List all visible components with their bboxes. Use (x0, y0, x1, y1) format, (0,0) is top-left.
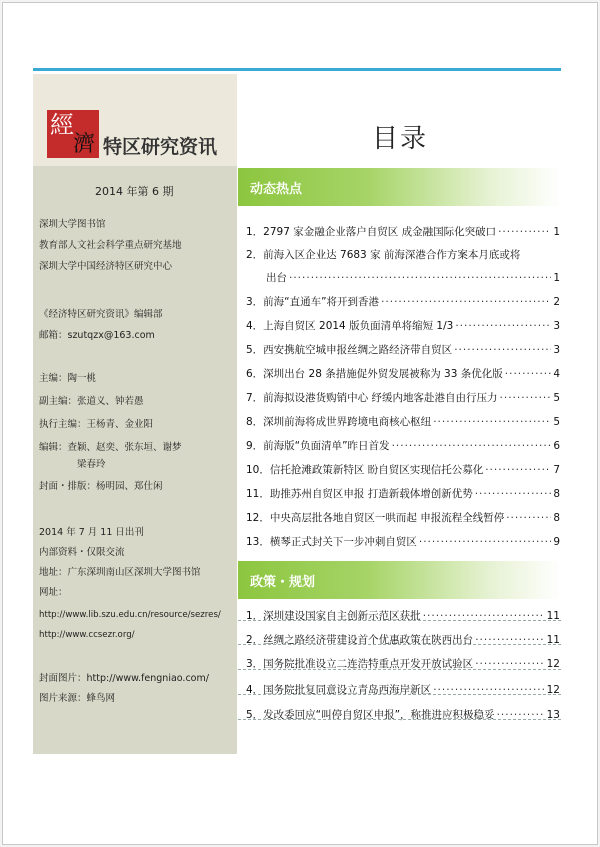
top-accent-line (33, 68, 561, 71)
toc-entry[interactable]: 10．信托抢滩政策新特区 盼自贸区实现信托公募化 ····· 7 (246, 462, 560, 477)
toc-entry[interactable]: 4．上海自贸区 2014 版负面清单将缩短 1/3 ····· 3 (246, 318, 560, 333)
toc-entry[interactable]: 2．前海入区企业达 7683 家 前海深港合作方案本月底或将 (246, 249, 521, 261)
toc-entry[interactable]: 2．丝绸之路经济带建设首个优惠政策在陕西出台 ····· 11 (246, 632, 560, 647)
logo-char-2: 濟 (72, 132, 95, 157)
toc-entry[interactable]: 3．国务院批准设立二连浩特重点开发开放试验区 ····· 12 (246, 656, 560, 671)
toc-entry[interactable]: 5．西安携航空城申报丝绸之路经济带自贸区 ····· 3 (246, 342, 560, 357)
toc-entry-cont[interactable]: 出台 ····· 1 (246, 270, 560, 285)
dashed-separator (238, 694, 561, 695)
internal-note: 内部资料・仅限交流 (39, 547, 125, 558)
publisher-line: 深圳大学图书馆 (39, 219, 106, 230)
sidebar-header (33, 74, 237, 166)
layout-credit: 封面・排版：杨明园、郑仕闲 (39, 481, 163, 492)
toc-entry[interactable]: 9．前海版“负面清单”昨日首发 ····· 6 (246, 438, 560, 453)
email: 邮箱：szutqzx@163.com (39, 330, 155, 341)
publication-name: 特区研究资讯 (103, 136, 218, 158)
dashed-separator (238, 719, 561, 720)
toc-entry[interactable]: 6．深圳出台 28 条措施促外贸发展被称为 33 条优化版 ····· 4 (246, 366, 560, 381)
website-label: 网址： (39, 587, 68, 598)
deputy-editor: 副主编：张道义、钟若愚 (39, 396, 144, 407)
section-title: 政策・规划 (250, 575, 316, 590)
toc-entry[interactable]: 4．国务院批复同意设立青岛西海岸新区 ····· 12 (246, 682, 560, 697)
publish-date: 2014 年 7 月 11 日出刊 (39, 527, 144, 538)
section-header-news (238, 168, 561, 206)
website-link[interactable]: http://www.ccsezr.org/ (39, 630, 135, 640)
toc-entry[interactable]: 7．前海拟设港货购销中心 纾缓内地客赴港自由行压力 ····· 5 (246, 390, 560, 405)
section-header-policy (238, 561, 561, 599)
toc-entry[interactable]: 8．深圳前海将成世界跨境电商核心枢纽 ····· 5 (246, 414, 560, 429)
toc-entry[interactable]: 11．助推苏州自贸区申报 打造新载体增创新优势 ····· 8 (246, 486, 560, 501)
dashed-separator (238, 669, 561, 670)
image-source: 图片来源：蜂鸟网 (39, 693, 116, 704)
toc-entry[interactable]: 3．前海“直通车”将开到香港 ····· 2 (246, 294, 560, 309)
editors: 编辑：查颖、赵奕、张东垣、谢梦 (39, 442, 182, 453)
page-title: 目录 (372, 124, 429, 154)
chief-editor: 主编：陶一桃 (39, 373, 97, 384)
toc-entry[interactable]: 1．2797 家金融企业落户自贸区 成金融国际化突破口 ····· 1 (246, 224, 560, 239)
toc-entry[interactable]: 13．横琴正式封关下一步冲刺自贸区 ····· 9 (246, 534, 560, 549)
website-link[interactable]: http://www.lib.szu.edu.cn/resource/sezres/ (39, 610, 221, 620)
editors-cont: 梁春玲 (77, 459, 106, 470)
toc-entry[interactable]: 5．发改委回应“叫停自贸区申报”，称推进应积极稳妥 ····· 13 (246, 707, 560, 722)
section-title: 动态热点 (250, 182, 303, 197)
executive-editor: 执行主编：王杨青、金业阳 (39, 419, 154, 430)
publisher-line: 深圳大学中国经济特区研究中心 (39, 261, 173, 272)
toc-entry[interactable]: 12．中央高层批各地自贸区一哄而起 申报流程全线暂停 ····· 8 (246, 510, 560, 525)
toc-entry[interactable]: 1．深圳建设国家自主创新示范区获批 ····· 11 (246, 608, 560, 623)
issue-number: 2014 年第 6 期 (95, 185, 174, 198)
address: 地址：广东深圳南山区深圳大学图书馆 (39, 567, 201, 578)
sidebar (33, 74, 237, 754)
dashed-separator (238, 644, 561, 645)
dashed-separator (238, 620, 561, 621)
logo-icon (47, 110, 99, 158)
logo-char-1: 經 (50, 111, 74, 139)
cover-image-credit: 封面图片：http://www.fengniao.com/ (39, 673, 209, 684)
editorial-dept: 《经济特区研究资讯》编辑部 (39, 309, 163, 320)
publisher-line: 教育部人文社会科学重点研究基地 (39, 240, 182, 251)
